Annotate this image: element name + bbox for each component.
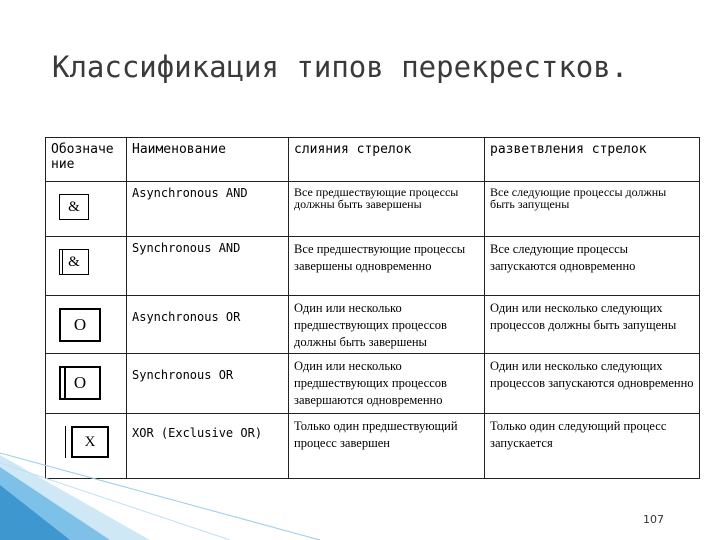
symbol-cell [46,296,127,354]
header-name: Наименование [127,138,289,182]
merge-description: Все предшествующие процессы завершены одновременно [289,237,485,296]
split-description: Все следующие процессы должны быть запущены [485,182,700,237]
junction-name: Asynchronous AND [127,182,289,237]
slide-title: Классификация типов перекрестков. [52,50,629,84]
table-row [46,237,700,296]
symbol-cell [46,354,127,414]
junction-name: Synchronous AND [127,237,289,296]
merge-description: Все предшествующие процессы должны быть завершены [289,182,485,237]
table-row [46,296,700,354]
synchronous-or-icon: O [59,366,101,400]
page-number: 107 [643,513,664,526]
table-header-row [46,138,700,182]
split-description: Все следующие процессы запускаются одновременно [485,237,700,296]
junction-types-table [45,137,700,479]
xor-icon: X [71,426,109,458]
junction-name: XOR (Exclusive OR) [127,414,289,479]
table-row [46,182,700,237]
asynchronous-and-icon: & [59,194,89,220]
symbol-cell [46,237,127,296]
header-split: разветвления стрелок [485,138,700,182]
corner-decoration [0,445,320,540]
header-merge: слияния стрелок [289,138,485,182]
junction-name: Synchronous OR [127,354,289,414]
split-description: Только один следующий процесс запускается [485,414,700,479]
merge-description: Один или несколько предшествующих процессов завершаются одновременно [289,354,485,414]
symbol-cell [46,182,127,237]
split-description: Один или несколько следующих процессов должны быть запущены [485,296,700,354]
synchronous-and-icon: & [59,249,89,275]
table-row [46,354,700,414]
header-symbol: Обозначение [46,138,127,182]
merge-description: Один или несколько предшествующих процессов должны быть завершены [289,296,485,354]
merge-description: Только один предшествующий процесс завершен [289,414,485,479]
junction-name: Asynchronous OR [127,296,289,354]
split-description: Один или несколько следующих процессов запускаются одновременно [485,354,700,414]
asynchronous-or-icon: O [59,308,101,342]
